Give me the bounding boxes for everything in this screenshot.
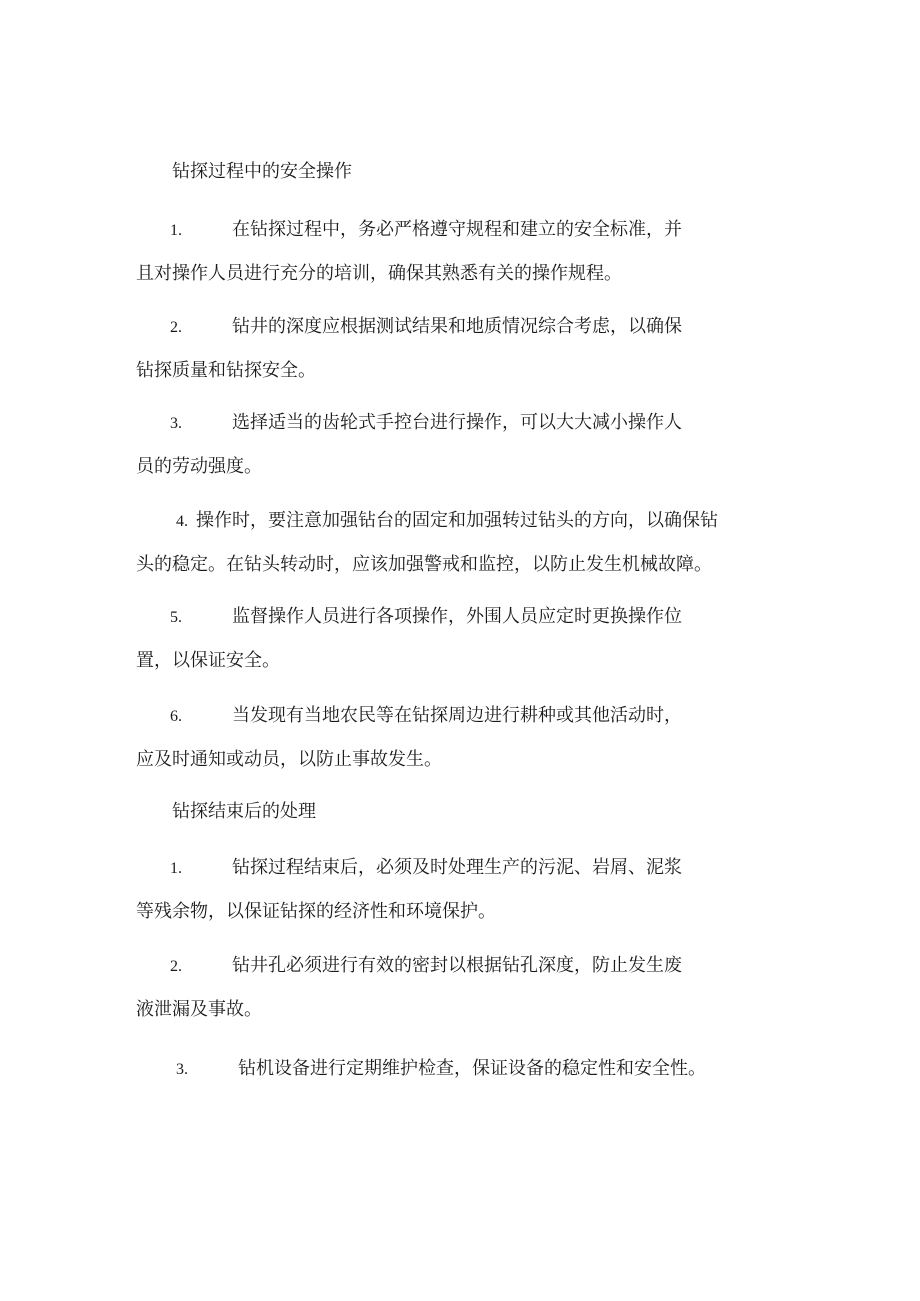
item-number: 5. — [170, 609, 182, 626]
item-text-line2: 头的稳定。在钻头转动时，应该加强警戒和监控，以防止发生机械故障。 — [136, 554, 712, 575]
item-number: 4. — [176, 513, 188, 530]
list-item — [136, 856, 776, 944]
item-text-line1: 钻机设备进行定期维护检查，保证设备的稳定性和安全性。 — [238, 1058, 706, 1079]
item-text-line2: 应及时通知或动员，以防止事故发生。 — [136, 749, 442, 770]
item-number: 2. — [170, 319, 182, 336]
item-number: 1. — [170, 860, 182, 877]
list-item — [136, 218, 776, 306]
item-number: 2. — [170, 958, 182, 975]
list-item — [136, 411, 776, 499]
item-number: 3. — [170, 415, 182, 432]
list-item — [136, 509, 776, 597]
item-text-line2: 等残余物，以保证钻探的经济性和环境保护。 — [136, 901, 496, 922]
item-text-line2: 置，以保证安全。 — [136, 650, 280, 671]
item-text-line2: 且对操作人员进行充分的培训，确保其熟悉有关的操作规程。 — [136, 263, 622, 284]
item-text-line1: 当发现有当地农民等在钻探周边进行耕种或其他活动时， — [232, 705, 682, 726]
item-text-line2: 员的劳动强度。 — [136, 456, 262, 477]
item-text-line1: 在钻探过程中，务必严格遵守规程和建立的安全标准，并 — [232, 219, 682, 240]
list-item — [136, 954, 776, 1042]
item-text-line1: 监督操作人员进行各项操作，外围人员应定时更换操作位 — [232, 606, 682, 627]
item-number: 6. — [170, 708, 182, 725]
item-number: 1. — [170, 222, 182, 239]
list-item — [136, 315, 776, 403]
item-text-line1: 钻井的深度应根据测试结果和地质情况综合考虑，以确保 — [232, 316, 682, 337]
item-text-line1: 钻探过程结束后，必须及时处理生产的污泥、岩屑、泥浆 — [232, 857, 682, 878]
item-text-line2: 钻探质量和钻探安全。 — [136, 360, 316, 381]
list-item — [136, 605, 776, 693]
item-text-line1: 钻井孔必须进行有效的密封以根据钻孔深度，防止发生废 — [232, 955, 682, 976]
item-text-line2: 液泄漏及事故。 — [136, 999, 262, 1020]
list-item — [136, 704, 776, 792]
section-heading-safety-operations: 钻探过程中的安全操作 — [172, 161, 352, 182]
list-item — [136, 1057, 776, 1101]
item-text-line1: 选择适当的齿轮式手控台进行操作，可以大大减小操作人 — [232, 412, 682, 433]
section-heading-post-drilling: 钻探结束后的处理 — [172, 801, 316, 822]
item-text-line1: 操作时，要注意加强钻台的固定和加强转过钻头的方向，以确保钻 — [196, 510, 718, 531]
item-number: 3. — [176, 1061, 188, 1078]
